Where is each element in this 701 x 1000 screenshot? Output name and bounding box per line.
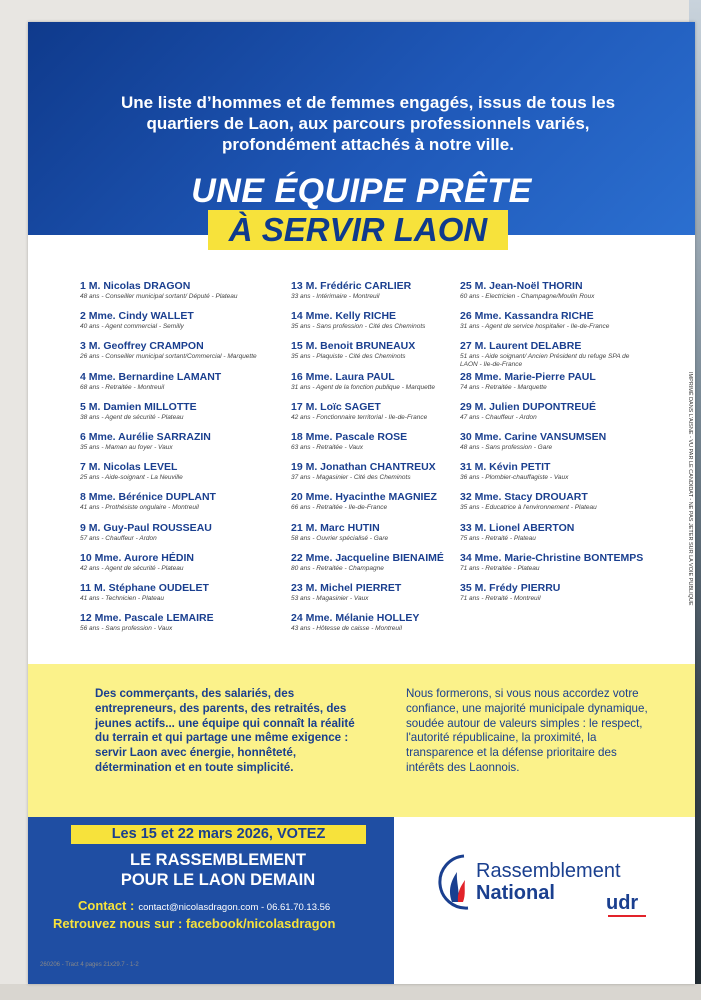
udr-logo: udr — [606, 892, 639, 914]
candidate-details: 51 ans - Aide soignant/ Ancien Président du refuge SPA de LAON - Ile-de-France — [460, 353, 630, 369]
candidate-name: 26 Mme. Kassandra RICHE — [460, 310, 594, 323]
slogan-line-1: LE RASSEMBLEMENT — [129, 851, 306, 869]
candidate-details: 75 ans - Retraité - Plateau — [460, 534, 536, 542]
candidate-details: 68 ans - Retraitée - Montreuil — [80, 383, 165, 391]
print-reference: 260206 - Tract 4 pages 21x29.7 - 1-2 — [40, 962, 139, 968]
candidate-name: 10 Mme. Aurore HÉDIN — [80, 551, 194, 564]
candidate-name: 28 Mme. Marie-Pierre PAUL — [460, 370, 596, 383]
legal-notice-text: IMPRIMÉ DANS L'AISNE - VU PAR LE CANDIDAT - NE PAS JETER SUR LA VOIE PUBLIQUE — [687, 372, 693, 606]
candidate-details: 42 ans - Agent de sécurité - Plateau — [80, 564, 184, 572]
candidate-entry — [291, 491, 444, 521]
candidate-details: 42 ans - Fonctionnaire territorial - Ile-de-France — [291, 413, 428, 421]
candidate-name: 11 M. Stéphane OUDELET — [80, 581, 209, 594]
candidate-name: 34 Mme. Marie-Christine BONTEMPS — [460, 551, 644, 564]
candidate-entry — [291, 612, 444, 642]
candidate-name: 23 M. Michel PIERRET — [291, 581, 402, 594]
candidate-details: 71 ans - Retraitée - Plateau — [460, 564, 540, 572]
candidate-name: 12 Mme. Pascale LEMAIRE — [80, 612, 214, 625]
candidate-details: 35 ans - Educatrice à l'environnement - Plateau — [460, 504, 597, 512]
candidate-details: 63 ans - Retraitée - Vaux — [291, 443, 364, 451]
candidate-entry — [460, 431, 643, 461]
candidate-entry — [80, 461, 257, 491]
candidate-name: 20 Mme. Hyacinthe MAGNIEZ — [291, 491, 437, 504]
title-line-2: À SERVIR LAON — [208, 210, 508, 250]
candidate-column-2 — [291, 280, 444, 642]
candidate-name: 9 M. Guy-Paul ROUSSEAU — [80, 521, 212, 534]
candidate-details: 48 ans - Conseiller municipal sortant/ Député - Plateau — [80, 293, 238, 300]
candidate-entry — [80, 340, 257, 370]
candidate-entry — [460, 371, 643, 401]
facebook-link[interactable]: Retrouvez nous sur : facebook/nicolasdragon — [53, 916, 336, 931]
contact-label: Contact : — [78, 898, 135, 913]
candidate-details: 60 ans - Electricien - Champagne/Moulin Roux — [460, 293, 595, 300]
candidate-entry — [460, 401, 643, 431]
candidate-details: 38 ans - Agent de sécurité - Plateau — [80, 413, 184, 421]
candidate-column-3 — [460, 280, 643, 612]
candidate-name: 32 Mme. Stacy DROUART — [460, 491, 588, 504]
candidate-details: 41 ans - Prothésiste ongulaire - Montreuil — [80, 504, 199, 512]
candidate-column-1 — [80, 280, 257, 642]
flyer-page — [28, 22, 695, 984]
udr-underline — [608, 915, 646, 917]
contact-value[interactable]: contact@nicolasdragon.com - 06.61.70.13.56 — [138, 902, 331, 913]
candidate-name: 13 M. Frédéric CARLIER — [291, 280, 412, 292]
candidate-name: 30 Mme. Carine VANSUMSEN — [460, 430, 607, 443]
candidate-entry — [460, 310, 643, 340]
candidate-entry — [291, 401, 444, 431]
candidate-details: 33 ans - Intérimaire - Montreuil — [291, 293, 380, 300]
candidate-details: 71 ans - Retraité - Montreuil — [460, 594, 541, 602]
candidate-entry — [80, 552, 257, 582]
candidate-name: 25 M. Jean-Noël THORIN — [460, 280, 583, 292]
candidate-name: 31 M. Kévin PETIT — [460, 461, 551, 474]
candidate-details: 80 ans - Retraitée - Champagne — [291, 564, 384, 572]
candidate-entry — [80, 280, 257, 310]
candidate-details: 53 ans - Magasinier - Vaux — [291, 594, 369, 602]
candidate-name: 5 M. Damien MILLOTTE — [80, 400, 197, 413]
candidate-entry — [80, 431, 257, 461]
candidate-entry — [291, 340, 444, 370]
candidate-details: 36 ans - Plombier-chauffagiste - Vaux — [460, 474, 569, 482]
candidate-name: 35 M. Frédy PIERRU — [460, 581, 561, 594]
rn-logo-text — [476, 860, 621, 904]
candidate-name: 22 Mme. Jacqueline BIENAIMÉ — [291, 551, 444, 564]
candidate-name: 29 M. Julien DUPONTREUÉ — [460, 400, 596, 413]
candidate-name: 21 M. Marc HUTIN — [291, 521, 380, 534]
candidate-details: 48 ans - Sans profession - Gare — [460, 443, 553, 451]
candidate-name: 27 M. Laurent DELABRE — [460, 340, 582, 353]
candidate-name: 18 Mme. Pascale ROSE — [291, 430, 408, 443]
candidate-details: 47 ans - Chauffeur - Ardon — [460, 413, 537, 421]
candidate-name: 6 Mme. Aurélie SARRAZIN — [80, 430, 211, 443]
candidate-details: 31 ans - Agent de service hospitalier - Ile-de-France — [460, 323, 610, 331]
candidate-name: 24 Mme. Mélanie HOLLEY — [291, 612, 420, 625]
candidate-entry — [80, 371, 257, 401]
candidate-details: 25 ans - Aide-soignant - La Neuville — [80, 474, 183, 482]
candidate-entry — [291, 582, 444, 612]
candidate-details: 37 ans - Magasinier - Cité des Cheminots — [291, 474, 411, 482]
candidate-details: 35 ans - Sans profession - Cité des Cheminots — [291, 323, 426, 331]
candidate-name: 15 M. Benoit BRUNEAUX — [291, 340, 416, 353]
candidate-name: 33 M. Lionel ABERTON — [460, 521, 575, 534]
candidate-details: 43 ans - Hôtesse de caisse - Montreuil — [291, 625, 402, 633]
candidate-entry — [291, 552, 444, 582]
candidate-entry — [460, 280, 643, 310]
candidate-entry — [291, 280, 444, 310]
candidate-entry — [80, 491, 257, 521]
legal-notice — [682, 372, 695, 622]
candidate-name: 4 Mme. Bernardine LAMANT — [80, 370, 222, 383]
candidate-entry — [80, 401, 257, 431]
candidate-details: 58 ans - Ouvrier spécialisé - Gare — [291, 534, 389, 542]
candidate-entry — [291, 431, 444, 461]
candidate-name: 7 M. Nicolas LEVEL — [80, 461, 178, 474]
candidate-name: 8 Mme. Bérénice DUPLANT — [80, 491, 216, 504]
candidate-entry — [460, 582, 643, 612]
candidate-entry — [460, 461, 643, 491]
candidate-entry — [80, 582, 257, 612]
candidate-name: 3 M. Geoffrey CRAMPON — [80, 340, 204, 353]
candidate-name: 19 M. Jonathan CHANTREUX — [291, 461, 436, 474]
title-line-1: UNE ÉQUIPE PRÊTE — [191, 172, 532, 210]
slogan-line-2: POUR LE LAON DEMAIN — [120, 871, 316, 889]
background-table-edge — [0, 984, 701, 1000]
list-slogan — [68, 850, 368, 890]
rn-logo-line-2: National — [476, 882, 555, 904]
candidate-details: 57 ans - Chauffeur - Ardon — [80, 534, 157, 542]
candidate-details: 35 ans - Maman au foyer - Vaux — [80, 443, 173, 451]
candidate-entry — [80, 612, 257, 642]
candidate-entry — [291, 522, 444, 552]
rn-logo-line-1: Rassemblement — [476, 860, 621, 882]
candidate-name: 14 Mme. Kelly RICHE — [291, 310, 397, 323]
candidate-entry — [460, 340, 643, 370]
vote-dates: Les 15 et 22 mars 2026, VOTEZ — [71, 825, 366, 844]
candidate-details: 56 ans - Sans profession - Vaux — [80, 625, 173, 633]
candidate-entry — [291, 371, 444, 401]
rn-flame-icon — [430, 852, 480, 912]
candidate-name: 1 M. Nicolas DRAGON — [80, 280, 191, 292]
team-description: Des commerçants, des salariés, des entrepreneurs, des parents, des retraités, des jeunes actifs... une équipe qui connaît la réalité du terrain et qui partage une même exigence : servir Laon avec énergie, honnêteté, détermination et en toute simplicité. — [95, 687, 355, 774]
candidate-name: 17 M. Loïc SAGET — [291, 400, 381, 413]
candidate-details: 31 ans - Agent de la fonction publique - Marquette — [291, 383, 435, 391]
candidate-details: 26 ans - Conseiller municipal sortant/Commercial - Marquette — [80, 353, 257, 361]
commitment-text: Nous formerons, si vous nous accordez votre confiance, une majorité municipale dynamique, soudée autour de valeurs simples : le respect, l'autorité républicaine, la proximité, la transparence et la défense prioritaire des intérêts des Laonnois. — [406, 687, 648, 774]
candidate-details: 66 ans - Retraitée - Ile-de-France — [291, 504, 388, 512]
candidate-entry — [291, 310, 444, 340]
candidate-name: 2 Mme. Cindy WALLET — [80, 310, 194, 323]
candidate-details: 40 ans - Agent commercial - Semilly — [80, 323, 184, 331]
candidate-entry — [291, 461, 444, 491]
candidate-details: 35 ans - Plaquiste - Cité des Cheminots — [291, 353, 406, 361]
intro-text: Une liste d’hommes et de femmes engagés, issus de tous les quartiers de Laon, aux parcours professionnels variés, profondément attachés à notre ville. — [120, 93, 616, 154]
candidate-entry — [80, 310, 257, 340]
candidate-details: 41 ans - Technicien - Plateau — [80, 594, 164, 602]
candidate-entry — [460, 522, 643, 552]
candidate-entry — [460, 552, 643, 582]
candidate-entry — [460, 491, 643, 521]
candidate-entry — [80, 522, 257, 552]
candidate-name: 16 Mme. Laura PAUL — [291, 370, 395, 383]
contact-line — [78, 898, 378, 916]
candidate-details: 74 ans - Retraitée - Marquette — [460, 383, 547, 391]
